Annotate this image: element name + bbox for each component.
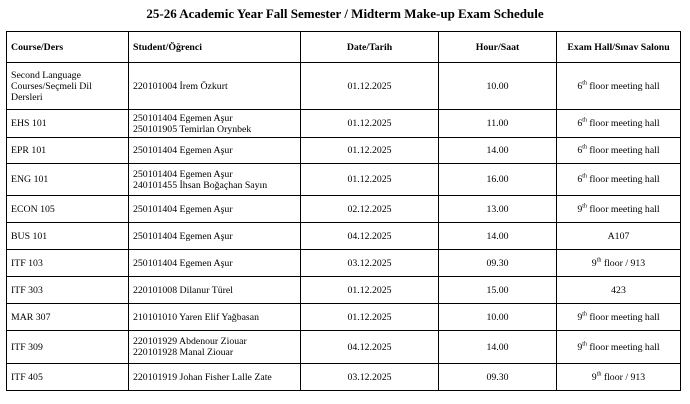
student-line: 220101004 İrem Özkurt — [133, 80, 228, 92]
exam-schedule-table — [6, 31, 681, 391]
exam-hall-cell — [557, 331, 681, 364]
student-line: 250101404 Egemen Aşur — [133, 257, 233, 269]
table-row — [7, 196, 681, 223]
page-title: 25-26 Academic Year Fall Semester / Midterm Make-up Exam Schedule — [146, 6, 544, 21]
date-cell: 01.12.2025 — [301, 110, 439, 138]
student-cell — [129, 223, 301, 250]
course-line: ENG 101 — [11, 174, 49, 185]
hall-floor-number: 9 — [577, 311, 583, 323]
student-cell — [129, 110, 301, 138]
table-row — [7, 277, 681, 304]
exam-hall-cell — [557, 364, 681, 391]
date-cell: 01.12.2025 — [301, 304, 439, 331]
exam-hall-cell — [557, 110, 681, 138]
hall-floor-number: 423 — [611, 284, 626, 296]
course-cell — [7, 331, 129, 364]
table-row — [7, 63, 681, 110]
date-cell: 03.12.2025 — [301, 250, 439, 277]
header-hour: Hour/Saat — [439, 32, 557, 63]
header-course: Course/Ders — [7, 32, 129, 63]
student-line: 210101010 Yaren Elif Yağbasan — [133, 311, 259, 323]
student-line: 250101404 Egemen Aşur — [133, 230, 233, 242]
exam-hall-cell — [557, 138, 681, 164]
exam-hall-text — [611, 285, 626, 296]
course-cell — [7, 250, 129, 277]
hour-cell: 11.00 — [439, 110, 557, 138]
exam-hall-text — [577, 342, 659, 353]
course-line: MAR 307 — [11, 311, 51, 323]
student-line: 220101928 Manal Ziouar — [133, 347, 234, 358]
course-line: ITF 103 — [11, 257, 43, 269]
header-student: Student/Öğrenci — [129, 32, 301, 63]
hall-ordinal-suffix: th — [582, 144, 587, 151]
exam-hall-text — [592, 372, 645, 383]
course-line: ITF 309 — [11, 341, 43, 353]
table-row — [7, 110, 681, 138]
table-body — [7, 63, 681, 391]
course-cell — [7, 63, 129, 110]
hall-description: floor meeting hall — [586, 80, 660, 92]
course-cell — [7, 277, 129, 304]
student-cell — [129, 164, 301, 196]
hall-floor-number: 9 — [591, 371, 597, 383]
course-cell — [7, 138, 129, 164]
student-cell — [129, 331, 301, 364]
exam-hall-cell — [557, 196, 681, 223]
student-cell — [129, 304, 301, 331]
student-line: 220101919 Johan Fisher Lalle Zate — [133, 371, 272, 383]
exam-hall-cell — [557, 63, 681, 110]
hall-ordinal-suffix: th — [582, 203, 587, 210]
hall-ordinal-suffix: th — [596, 257, 602, 264]
exam-hall-text — [577, 81, 659, 92]
student-cell — [129, 196, 301, 223]
course-cell — [7, 110, 129, 138]
table-row — [7, 250, 681, 277]
exam-hall-cell — [557, 277, 681, 304]
hour-cell: 09.30 — [439, 364, 557, 391]
hall-ordinal-suffix: th — [582, 311, 587, 318]
hall-ordinal-suffix: th — [582, 341, 587, 348]
hall-ordinal-suffix: th — [582, 80, 587, 87]
date-cell: 03.12.2025 — [301, 364, 439, 391]
exam-hall-text — [577, 204, 659, 215]
table-row — [7, 138, 681, 164]
date-cell: 01.12.2025 — [301, 138, 439, 164]
hall-description: floor meeting hall — [586, 203, 660, 215]
course-line: Dersleri — [11, 91, 43, 103]
student-cell — [129, 277, 301, 304]
date-cell: 04.12.2025 — [301, 331, 439, 364]
student-cell — [129, 138, 301, 164]
student-line: 220101929 Abdenour Ziouar — [133, 336, 247, 347]
exam-hall-text — [577, 312, 659, 323]
hall-description: floor meeting hall — [586, 145, 660, 156]
hour-cell: 15.00 — [439, 277, 557, 304]
hall-floor-number: 6 — [577, 118, 583, 129]
exam-hall-text — [577, 118, 659, 129]
course-cell — [7, 223, 129, 250]
date-cell: 01.12.2025 — [301, 277, 439, 304]
course-line: EPR 101 — [11, 145, 47, 156]
hall-description: floor / 913 — [601, 371, 646, 383]
course-line: ECON 105 — [11, 203, 55, 215]
course-line: BUS 101 — [11, 230, 48, 242]
hour-cell: 13.00 — [439, 196, 557, 223]
student-line: 250101404 Egemen Aşur — [133, 203, 233, 215]
exam-hall-text — [577, 174, 659, 185]
hall-ordinal-suffix: th — [596, 371, 602, 378]
hour-cell: 14.00 — [439, 138, 557, 164]
hall-description: floor meeting hall — [586, 118, 660, 129]
header-exam-hall: Exam Hall/Sınav Salonu — [557, 32, 681, 63]
exam-hall-cell — [557, 250, 681, 277]
hall-ordinal-suffix: th — [582, 117, 587, 124]
hour-cell: 16.00 — [439, 164, 557, 196]
hall-description: floor / 913 — [601, 257, 646, 269]
course-cell — [7, 364, 129, 391]
hall-description: floor meeting hall — [586, 341, 660, 353]
student-line: 250101404 Egemen Aşur — [133, 145, 233, 156]
course-line: Courses/Seçmeli Dil — [11, 80, 92, 92]
hall-floor-number: 9 — [577, 203, 583, 215]
course-line: EHS 101 — [11, 118, 47, 129]
table-row — [7, 331, 681, 364]
hall-description: floor meeting hall — [586, 174, 660, 185]
course-cell — [7, 304, 129, 331]
hall-floor-number: 9 — [577, 341, 583, 353]
table-row — [7, 364, 681, 391]
table-row — [7, 164, 681, 196]
hall-floor-number: 6 — [577, 145, 583, 156]
table-header-row — [7, 32, 681, 63]
student-cell — [129, 250, 301, 277]
course-cell — [7, 196, 129, 223]
exam-hall-text — [592, 258, 645, 269]
hall-floor-number: A107 — [607, 230, 630, 242]
exam-hall-cell — [557, 164, 681, 196]
hour-cell: 10.00 — [439, 63, 557, 110]
course-line: Second Language — [11, 69, 81, 81]
hour-cell: 09.30 — [439, 250, 557, 277]
exam-hall-cell — [557, 223, 681, 250]
hour-cell: 14.00 — [439, 331, 557, 364]
hall-floor-number: 6 — [577, 80, 583, 92]
hall-floor-number: 9 — [591, 257, 597, 269]
exam-hall-text — [608, 231, 630, 242]
student-line: 250101905 Temirlan Orynbek — [133, 123, 252, 135]
student-line: 250101404 Egemen Aşur — [133, 112, 233, 124]
student-line: 220101008 Dilanur Türel — [133, 284, 233, 296]
student-line: 250101404 Egemen Aşur — [133, 168, 233, 180]
date-cell: 01.12.2025 — [301, 164, 439, 196]
hall-description: floor meeting hall — [586, 311, 660, 323]
course-cell — [7, 164, 129, 196]
course-line: ITF 405 — [11, 371, 43, 383]
date-cell: 02.12.2025 — [301, 196, 439, 223]
hall-ordinal-suffix: th — [582, 173, 587, 180]
date-cell: 04.12.2025 — [301, 223, 439, 250]
table-row — [7, 223, 681, 250]
date-cell: 01.12.2025 — [301, 63, 439, 110]
header-date: Date/Tarih — [301, 32, 439, 63]
hour-cell: 14.00 — [439, 223, 557, 250]
exam-hall-cell — [557, 304, 681, 331]
exam-hall-text — [577, 145, 659, 156]
hour-cell: 10.00 — [439, 304, 557, 331]
hall-floor-number: 6 — [577, 174, 583, 185]
student-cell — [129, 364, 301, 391]
course-line: ITF 303 — [11, 284, 43, 296]
table-row — [7, 304, 681, 331]
student-cell — [129, 63, 301, 110]
student-line: 240101455 İhsan Boğaçhan Sayın — [133, 179, 268, 191]
